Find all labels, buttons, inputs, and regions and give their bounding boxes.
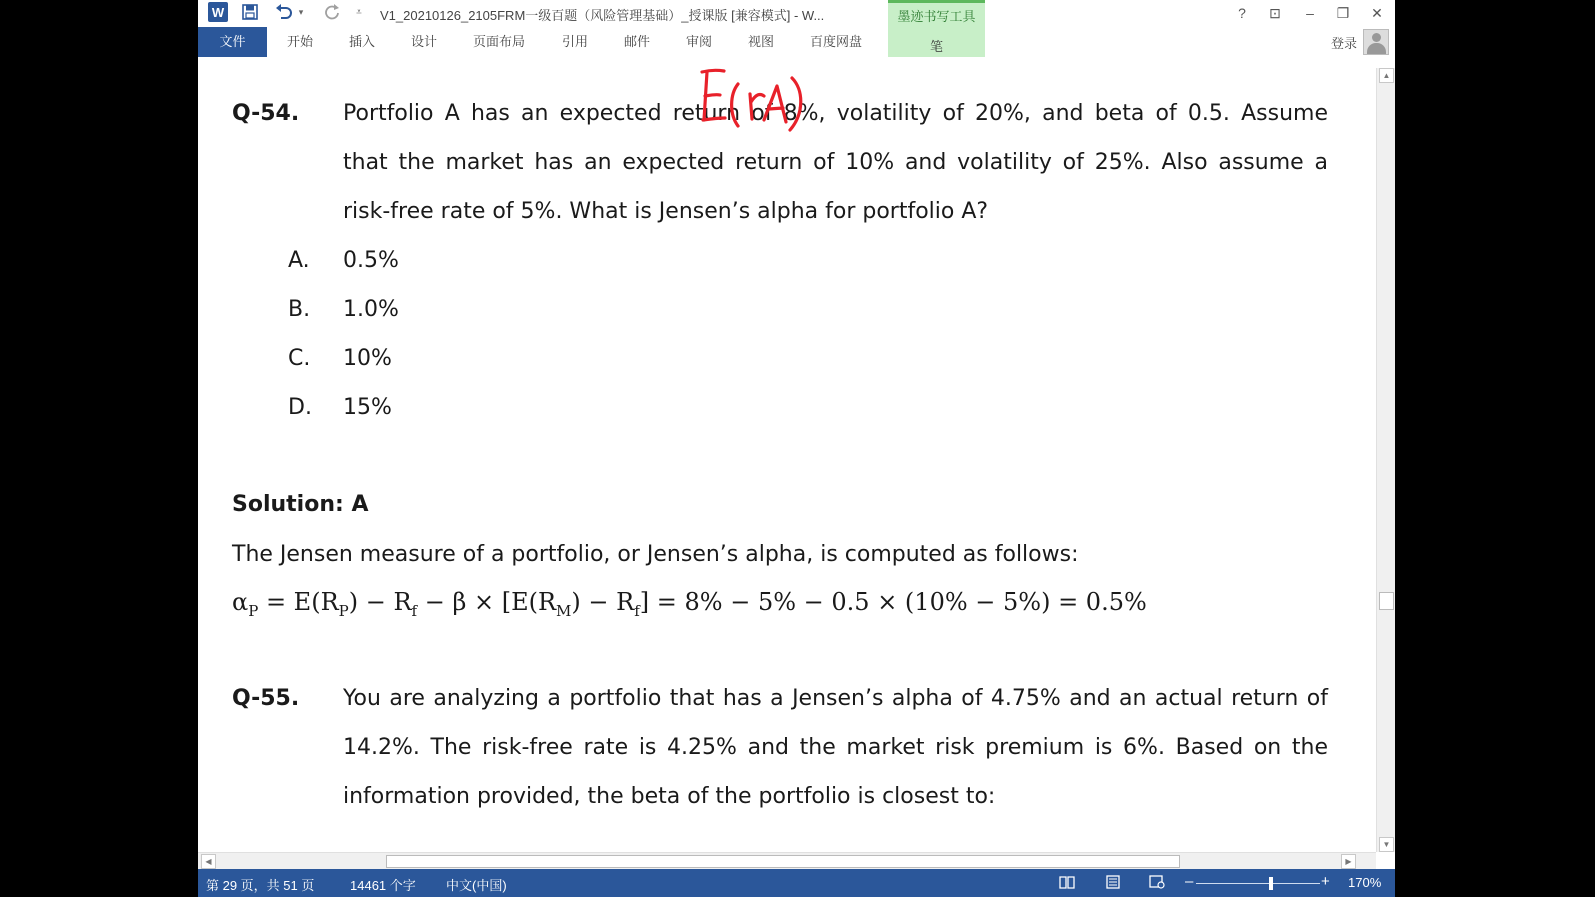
tab-review[interactable]: 审阅 [685, 34, 712, 49]
tab-page-layout[interactable]: 页面布局 [472, 34, 525, 49]
formula-rp-sub: P [338, 601, 349, 620]
option-c-text: 10% [343, 346, 392, 371]
help-icon[interactable]: ? [1238, 5, 1246, 21]
read-mode-icon[interactable] [1059, 875, 1075, 889]
formula-rf-sub: f [411, 601, 418, 620]
ink-tools-title: 墨迹书写工具 [897, 9, 976, 24]
zoom-level[interactable]: 170% [1348, 875, 1382, 890]
formula-rf-sub-2: f [634, 601, 640, 620]
tab-mailings[interactable]: 邮件 [623, 34, 650, 49]
close-icon[interactable]: ✕ [1371, 4, 1383, 21]
q54-line-1: Portfolio A has an expected return of 8%, volatility of 20%, and beta of 0.5. Assume [343, 101, 1328, 126]
undo-dropdown-icon[interactable]: ▾ [298, 6, 304, 17]
q54-line-2: that the market has an expected return of 10% and volatility of 25%. Also assume a [343, 150, 1328, 175]
q55-line-3: information provided, the beta of the portfolio is closest to: [343, 784, 996, 809]
zoom-in-button[interactable]: + [1321, 873, 1330, 890]
web-layout-icon[interactable] [1149, 875, 1165, 889]
option-b-letter: B. [288, 297, 311, 322]
formula-part-1: = E(R [258, 588, 339, 616]
document-title: V1_20210126_2105FRM一级百题（风险管理基础）_授课版 [兼容模式] - W... [380, 8, 825, 23]
formula-alpha-sub: P [248, 601, 259, 620]
vertical-scrollbar[interactable] [1376, 68, 1395, 852]
formula-alpha: α [232, 588, 249, 616]
save-icon[interactable] [240, 2, 260, 22]
tab-view[interactable]: 视图 [747, 34, 774, 49]
zoom-out-button[interactable]: – [1185, 873, 1194, 890]
option-d-letter: D. [288, 395, 312, 420]
tab-home[interactable]: 开始 [286, 34, 313, 49]
tab-references[interactable]: 引用 [561, 34, 588, 49]
formula-rm-sub: M [556, 601, 572, 620]
formula-part-5: ] = 8% − 5% − 0.5 × (10% − 5%) = 0.5% [639, 588, 1147, 616]
zoom-slider-thumb[interactable] [1269, 877, 1273, 890]
solution-text: The Jensen measure of a portfolio, or Jensen’s alpha, is computed as follows: [232, 542, 1079, 567]
undo-icon[interactable] [274, 2, 294, 22]
zoom-slider-track[interactable] [1196, 883, 1320, 884]
page-count-status[interactable]: 第 29 页，共 51 页 [206, 878, 315, 893]
tab-pen[interactable]: 笔 [929, 39, 943, 54]
customize-qat-icon[interactable]: ⩡ [356, 6, 362, 18]
user-avatar-icon[interactable] [1363, 29, 1389, 55]
tab-file[interactable]: 文件 [198, 27, 267, 57]
question-number-q55: Q-55. [232, 686, 300, 711]
solution-heading: Solution: A [232, 492, 369, 517]
q54-line-3: risk-free rate of 5%. What is Jensen’s alpha for portfolio A? [343, 199, 989, 224]
question-q54-text [343, 89, 1328, 236]
scroll-up-icon[interactable]: ▲ [1379, 68, 1394, 83]
ribbon-tabs [198, 27, 1395, 57]
vertical-scroll-thumb[interactable] [1379, 592, 1394, 610]
option-a-letter: A. [288, 248, 310, 273]
print-layout-icon[interactable] [1105, 875, 1121, 889]
formula-part-4: ) − R [571, 588, 635, 616]
tab-design[interactable]: 设计 [410, 34, 437, 49]
scroll-left-icon[interactable]: ◀ [201, 854, 216, 869]
restore-icon[interactable]: ❐ [1336, 4, 1350, 21]
minimize-icon[interactable]: – [1306, 5, 1314, 21]
option-d-text: 15% [343, 395, 392, 420]
horizontal-scrollbar[interactable] [198, 852, 1376, 870]
q55-line-2: 14.2%. The risk-free rate is 4.25% and the market risk premium is 6%. Based on the [343, 735, 1328, 760]
word-window [198, 0, 1395, 897]
status-bar [198, 869, 1395, 897]
scroll-right-icon[interactable]: ▶ [1341, 854, 1356, 869]
ribbon-display-options-icon[interactable]: ⊡ [1269, 4, 1281, 21]
document-page[interactable] [198, 57, 1376, 852]
title-bar [198, 0, 1395, 26]
tab-baidu-netdisk[interactable]: 百度网盘 [809, 34, 862, 49]
tab-insert[interactable]: 插入 [348, 34, 375, 49]
q55-line-1: You are analyzing a portfolio that has a Jensen’s alpha of 4.75% and an actual return of [343, 686, 1328, 711]
horizontal-scroll-thumb[interactable] [386, 855, 1180, 868]
question-q55-text [343, 674, 1328, 821]
formula-part-3: − β × [E(R [417, 588, 557, 616]
language-status[interactable]: 中文(中国) [446, 878, 507, 893]
question-number-q54: Q-54. [232, 101, 300, 126]
jensen-alpha-formula [232, 588, 1147, 620]
word-count-status[interactable]: 14461 个字 [350, 878, 416, 893]
option-a-text: 0.5% [343, 248, 399, 273]
redo-icon[interactable] [322, 2, 342, 22]
option-c-letter: C. [288, 346, 311, 371]
scroll-down-icon[interactable]: ▼ [1379, 837, 1394, 852]
formula-part-2: ) − R [348, 588, 412, 616]
sign-in-link[interactable]: 登录 [1330, 36, 1357, 51]
option-b-text: 1.0% [343, 297, 399, 322]
word-icon[interactable]: W [208, 2, 228, 22]
